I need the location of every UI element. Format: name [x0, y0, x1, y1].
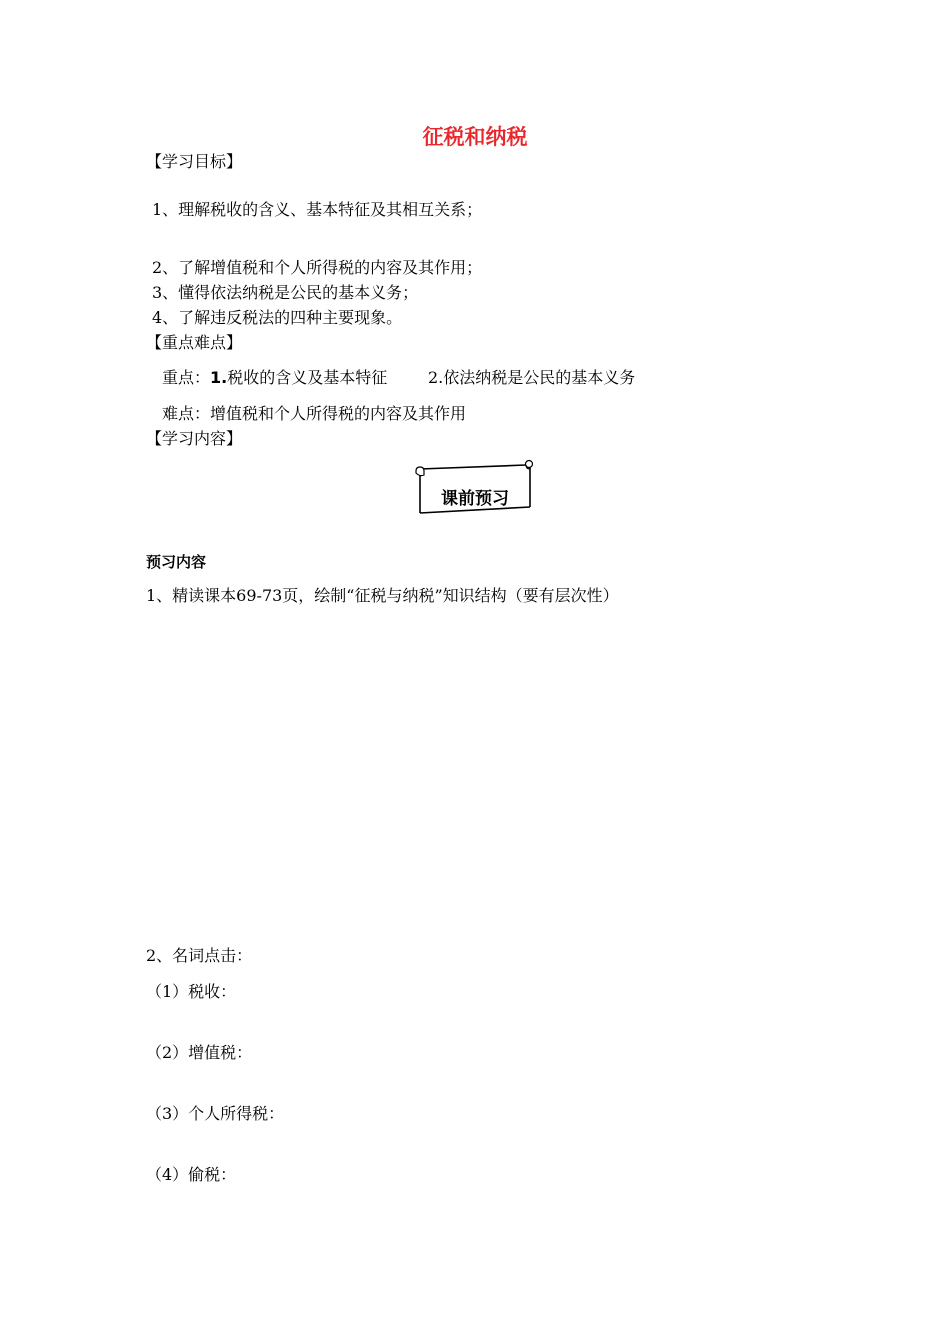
- preview-task-2: 2、名词点击：: [146, 946, 253, 965]
- preview-banner: [412, 459, 538, 515]
- term-2: （2）增值税：: [146, 1043, 253, 1062]
- key-points-heading: 【重点难点】: [146, 333, 243, 352]
- term-4: （4）偷税：: [146, 1165, 237, 1184]
- banner-label: 课前预习: [441, 489, 509, 509]
- key-item-1-text: 税收的含义及基本特征: [227, 368, 388, 387]
- objective-item-3: 3、懂得依法纳税是公民的基本义务；: [152, 283, 419, 302]
- objective-item-2: 2、了解增值税和个人所得税的内容及其作用；: [152, 258, 483, 277]
- key-point-line: [162, 368, 387, 388]
- key-item-2: 2.依法纳税是公民的基本义务: [428, 368, 636, 387]
- preview-task-1: 1、精读课本69-73页，绘制“征税与纳税”知识结构（要有层次性）: [146, 586, 619, 605]
- term-3: （3）个人所得税：: [146, 1104, 285, 1123]
- objective-item-1: 1、理解税收的含义、基本特征及其相互关系；: [152, 200, 483, 219]
- term-1: （1）税收：: [146, 982, 237, 1001]
- key-label: 重点：: [162, 368, 211, 387]
- preview-heading: 预习内容: [146, 553, 207, 571]
- objectives-heading: 【学习目标】: [146, 152, 243, 171]
- page-title: 征税和纳税: [422, 125, 528, 149]
- content-heading: 【学习内容】: [146, 429, 243, 448]
- difficult-point: 难点：增值税和个人所得税的内容及其作用: [162, 404, 467, 423]
- objective-item-4: 4、了解违反税法的四种主要现象。: [152, 308, 403, 327]
- key-item-1-number: 1.: [210, 368, 228, 387]
